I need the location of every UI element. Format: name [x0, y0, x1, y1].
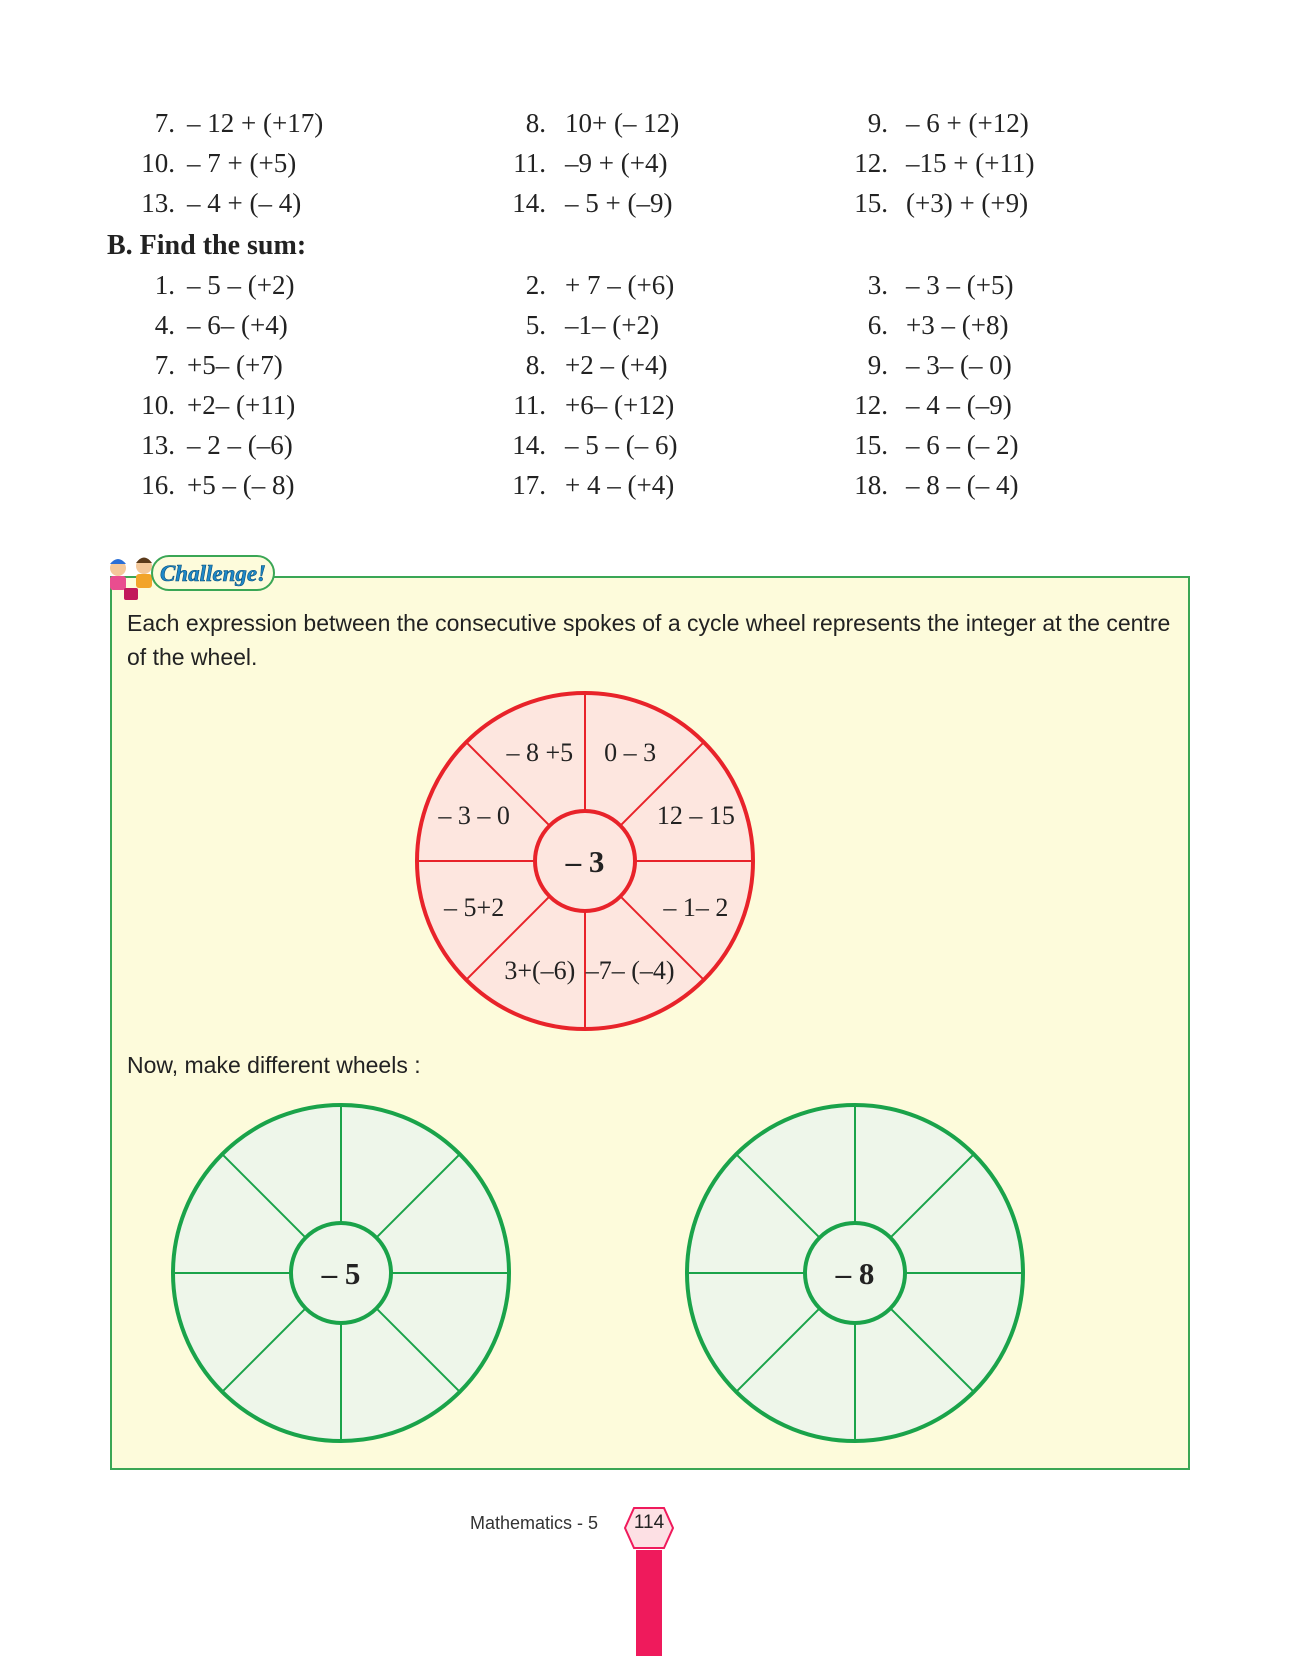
item-number: 8. — [525, 108, 546, 138]
item-expression: +2 – (+4) — [565, 350, 668, 380]
item-expression: + 4 – (+4) — [565, 470, 675, 500]
page-number: 114 — [633, 1512, 665, 1533]
item-expression: – 4 + (– 4) — [187, 188, 302, 218]
wheel-center-value: – 8 — [835, 1256, 875, 1291]
challenge-badge — [104, 550, 284, 606]
item-number: 7. — [154, 350, 175, 380]
item-expression: +2– (+11) — [187, 390, 296, 420]
item-expression: – 4 – (–9) — [906, 390, 1012, 420]
item-expression: – 8 – (– 4) — [906, 470, 1019, 500]
example-wheel — [410, 686, 760, 1036]
item-expression: +5 – (– 8) — [187, 470, 295, 500]
item-expression: – 6 + (+12) — [906, 108, 1029, 138]
item-expression: – 7 + (+5) — [187, 148, 297, 178]
item-number: 6. — [867, 310, 888, 340]
item-number: 14. — [512, 430, 546, 460]
wheel-segment-expression: – 1– 2 — [663, 892, 729, 922]
wheel-segment-expression: –7– (–4) — [585, 956, 675, 986]
item-number: 11. — [513, 390, 546, 420]
item-number: 5. — [525, 310, 546, 340]
item-expression: +3 – (+8) — [906, 310, 1009, 340]
item-expression: + 7 – (+6) — [565, 270, 675, 300]
wheel-segment-expression: – 8 +5 — [506, 737, 574, 767]
item-expression: –1– (+2) — [565, 310, 659, 340]
item-expression: – 3– (– 0) — [906, 350, 1012, 380]
item-expression: – 6 – (– 2) — [906, 430, 1019, 460]
wheel-segment-expression: 0 – 3 — [604, 737, 657, 767]
item-number: 4. — [154, 310, 175, 340]
item-number: 10. — [141, 390, 175, 420]
wheel-segment-expression: 12 – 15 — [656, 801, 735, 831]
item-number: 8. — [525, 350, 546, 380]
blank-wheel-2 — [680, 1098, 1030, 1448]
item-expression: – 3 – (+5) — [906, 270, 1014, 300]
item-expression: – 2 – (–6) — [187, 430, 293, 460]
item-expression: – 5 – (– 6) — [565, 430, 678, 460]
item-number: 9. — [867, 350, 888, 380]
item-expression: +5– (+7) — [187, 350, 283, 380]
wheel-center-value: – 5 — [321, 1256, 361, 1291]
item-expression: – 6– (+4) — [187, 310, 288, 340]
item-expression: +6– (+12) — [565, 390, 675, 420]
challenge-badge-label: Challenge! — [159, 561, 267, 586]
item-number: 15. — [854, 430, 888, 460]
item-expression: (+3) + (+9) — [906, 188, 1029, 218]
footer-book-title: Mathematics - 5 — [470, 1513, 599, 1533]
wheel-center-value: – 3 — [565, 844, 605, 879]
item-number: 11. — [513, 148, 546, 178]
item-number: 14. — [512, 188, 546, 218]
item-number: 7. — [154, 108, 175, 138]
item-number: 3. — [867, 270, 888, 300]
item-number: 10. — [141, 148, 175, 178]
item-expression: – 5 + (–9) — [565, 188, 673, 218]
blank-wheel-1 — [166, 1098, 516, 1448]
item-number: 1. — [154, 270, 175, 300]
section-b-heading: B. Find the sum: — [107, 230, 307, 261]
item-expression: – 5 – (+2) — [187, 270, 295, 300]
item-expression: – 12 + (+17) — [187, 108, 324, 138]
item-expression: –15 + (+11) — [906, 148, 1035, 178]
wheels-prompt: Now, make different wheels : — [127, 1052, 421, 1078]
item-number: 12. — [854, 390, 888, 420]
item-expression: 10+ (– 12) — [565, 108, 680, 138]
item-number: 13. — [141, 188, 175, 218]
item-expression: –9 + (+4) — [565, 148, 668, 178]
item-number: 16. — [141, 470, 175, 500]
wheel-segment-expression: – 5+2 — [444, 892, 505, 922]
wheel-segment-expression: – 3 – 0 — [438, 801, 510, 831]
item-number: 9. — [867, 108, 888, 138]
item-number: 15. — [854, 188, 888, 218]
wheel-segment-expression: 3+(–6) — [504, 956, 576, 986]
item-number: 18. — [854, 470, 888, 500]
item-number: 12. — [854, 148, 888, 178]
item-number: 17. — [512, 470, 546, 500]
item-number: 2. — [525, 270, 546, 300]
item-number: 13. — [141, 430, 175, 460]
page-edge-bar — [636, 1550, 662, 1656]
challenge-description: Each expression between the consecutive spokes of a cycle wheel represents the integer at the centre of the wheel. — [127, 610, 1171, 670]
